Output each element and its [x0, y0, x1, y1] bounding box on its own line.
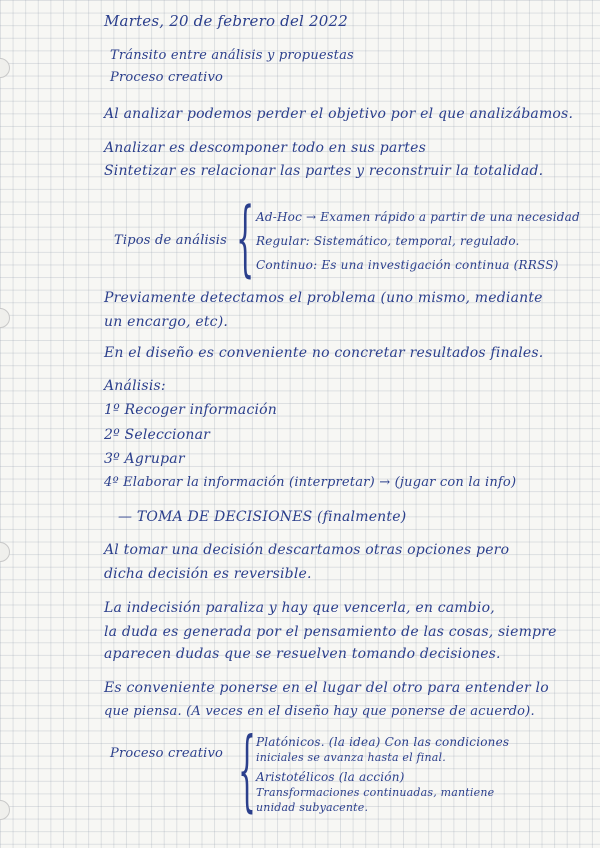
previamente-line-1: Previamente detectamos el problema (uno mismo, mediante	[104, 290, 543, 306]
proceso-brace: {	[238, 718, 256, 821]
proceso-aristotelicos-line-2: Transformaciones continuadas, mantiene	[256, 786, 495, 799]
paragraph-analizar-definicion: Analizar es descomponer todo en sus partes	[104, 140, 427, 156]
tipos-item-continuo: Continuo: Es una investigación continua (RRSS)	[256, 258, 559, 272]
paragraph-sintetizar-definicion: Sintetizar es relacionar las partes y reconstruir la totalidad.	[104, 163, 544, 179]
indecision-line-2: la duda es generada por el pensamiento de las cosas, siempre	[104, 624, 557, 640]
analisis-step-2: 2º Seleccionar	[104, 427, 211, 443]
tipos-item-regular: Regular: Sistemático, temporal, regulado.	[256, 234, 520, 248]
diseno-line: En el diseño es conveniente no concretar resultados finales.	[104, 345, 544, 361]
indecision-line-1: La indecisión paraliza y hay que vencerla, en cambio,	[104, 600, 495, 616]
header-line-1: Tránsito entre análisis y propuestas	[110, 48, 354, 63]
toma-decisiones-heading: — TOMA DE DECISIONES (finalmente)	[118, 509, 407, 525]
decision-line-1: Al tomar una decisión descartamos otras opciones pero	[104, 542, 510, 558]
proceso-platonicos-line-2: iniciales se avanza hasta el final.	[256, 751, 446, 764]
binder-hole	[0, 800, 10, 820]
header-line-2: Proceso creativo	[110, 70, 224, 85]
tipos-label: Tipos de análisis	[114, 233, 228, 248]
conveniente-line-1: Es conveniente ponerse en el lugar del otro para entender lo	[104, 680, 549, 696]
proceso-aristotelicos-line-1: Aristotélicos (la acción)	[256, 770, 405, 784]
binder-hole	[0, 58, 10, 78]
analisis-step-4: 4º Elaborar la información (interpretar) → (jugar con la info)	[104, 475, 517, 490]
analisis-step-3: 3º Agrupar	[104, 451, 185, 467]
analisis-title: Análisis:	[104, 378, 166, 394]
page-date: Martes, 20 de febrero del 2022	[104, 12, 348, 30]
tipos-brace: {	[236, 191, 255, 286]
binder-hole	[0, 542, 10, 562]
paragraph-analizar-objetivo: Al analizar podemos perder el objetivo por el que analizábamos.	[104, 106, 574, 122]
analisis-step-1: 1º Recoger información	[104, 402, 278, 418]
indecision-line-3: aparecen dudas que se resuelven tomando decisiones.	[104, 646, 501, 662]
conveniente-line-2: que piensa. (A veces en el diseño hay que ponerse de acuerdo).	[104, 704, 535, 719]
binder-hole	[0, 308, 10, 328]
tipos-item-adhoc: Ad-Hoc → Examen rápido a partir de una necesidad	[256, 210, 580, 224]
decision-line-2: dicha decisión es reversible.	[104, 566, 312, 582]
proceso-platonicos-line-1: Platónicos. (la idea) Con las condiciones	[256, 735, 510, 749]
proceso-label: Proceso creativo	[110, 746, 224, 761]
proceso-aristotelicos-line-3: unidad subyacente.	[256, 801, 369, 814]
previamente-line-2: un encargo, etc).	[104, 314, 229, 330]
